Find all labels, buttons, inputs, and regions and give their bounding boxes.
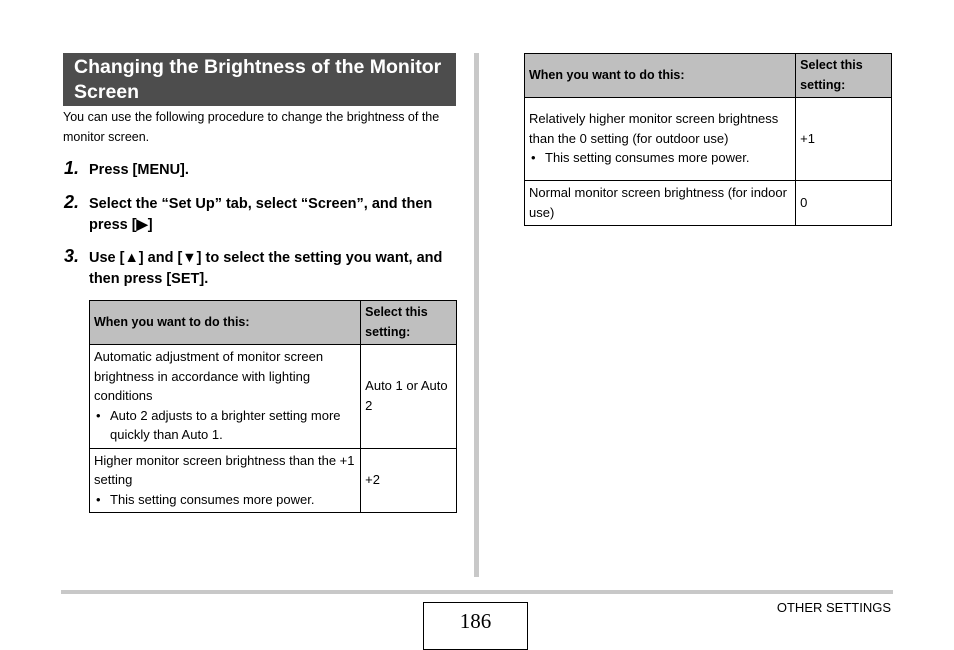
condition-text: Relatively higher monitor screen brightness than the 0 setting (for outdoor use)	[529, 111, 779, 146]
step-1	[64, 160, 459, 181]
note-bullet: • This setting consumes more power.	[94, 490, 356, 510]
condition-text: Normal monitor screen brightness (for indoor use)	[529, 185, 787, 220]
settings-table-right	[524, 53, 892, 226]
column-divider	[474, 53, 479, 577]
step-2	[64, 194, 459, 236]
table-row	[525, 181, 892, 226]
step-text: Select the “Set Up” tab, select “Screen”, and then press [▶]	[89, 196, 433, 233]
column-header: Select this setting:	[796, 54, 892, 98]
intro-text: You can use the following procedure to change the brightness of the monitor screen.	[63, 110, 440, 144]
step-text: Press [MENU].	[89, 162, 189, 178]
setting-cell: +1	[796, 98, 892, 181]
setting-cell: +2	[361, 448, 457, 513]
page-number: 186	[423, 602, 528, 650]
table-header-row	[90, 301, 457, 345]
section-title: Changing the Brightness of the Monitor Screen	[63, 53, 456, 106]
condition-cell	[525, 181, 796, 226]
table-row	[525, 98, 892, 181]
table-row	[90, 448, 457, 513]
condition-text: Automatic adjustment of monitor screen brightness in accordance with lighting conditions	[94, 349, 324, 403]
section-label: OTHER SETTINGS	[776, 600, 891, 615]
step-number: 1.	[64, 158, 80, 178]
condition-cell	[90, 448, 361, 513]
setting-cell: 0	[796, 181, 892, 226]
step-number: 2.	[64, 192, 80, 212]
table-row	[90, 345, 457, 449]
table-header-row	[525, 54, 892, 98]
column-header: Select this setting:	[361, 301, 457, 345]
step-text: Use [▲] and [▼] to select the setting you want, and then press [SET].	[89, 250, 443, 287]
setting-cell: Auto 1 or Auto 2	[361, 345, 457, 449]
condition-cell	[525, 98, 796, 181]
condition-text: Higher monitor screen brightness than the +1 setting	[94, 452, 355, 487]
footer-divider	[61, 590, 893, 594]
step-number: 3.	[64, 246, 80, 266]
column-header: When you want to do this:	[525, 54, 796, 98]
note-bullet: • This setting consumes more power.	[529, 148, 791, 168]
column-header: When you want to do this:	[90, 301, 361, 345]
note-bullet: • Auto 2 adjusts to a brighter setting more quickly than Auto 1.	[94, 406, 356, 445]
settings-table-left	[89, 300, 457, 513]
condition-cell	[90, 345, 361, 449]
step-3	[64, 248, 459, 290]
